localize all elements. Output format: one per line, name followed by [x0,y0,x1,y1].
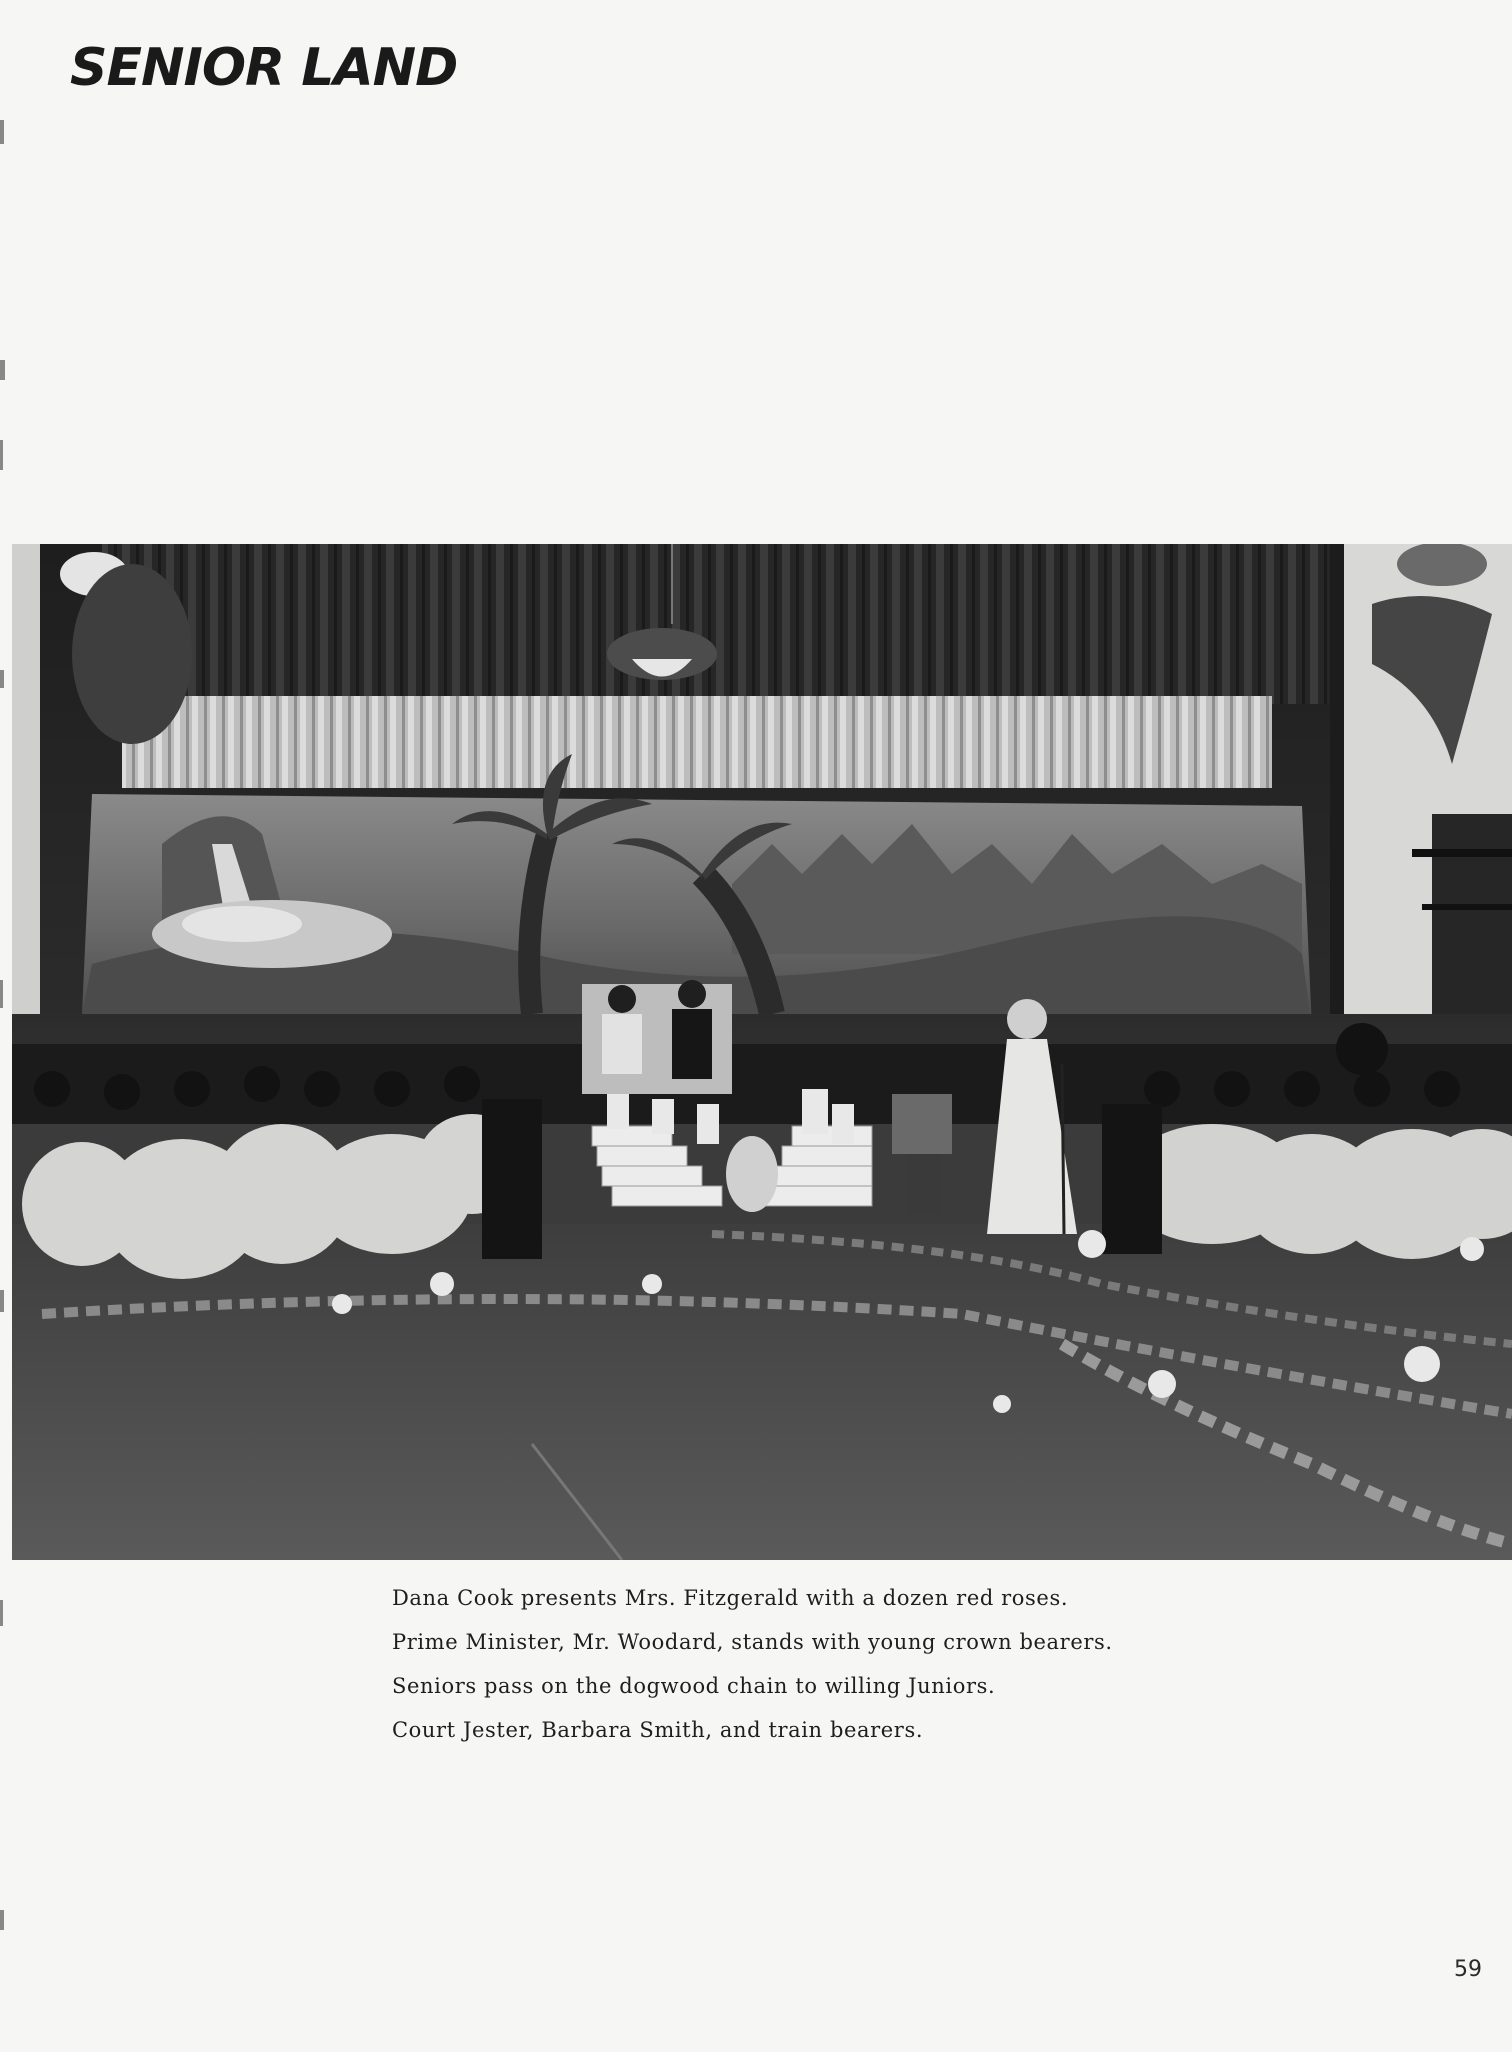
binding-edge [0,0,10,2048]
photo-captions [392,1586,1392,1762]
coronation-photo [12,544,1512,1560]
caption-line: Prime Minister, Mr. Woodard, stands with young crown bearers. [392,1630,1113,1654]
page-number: 59 [1454,1957,1482,1982]
page-title: SENIOR LAND [70,38,458,98]
caption-line: Dana Cook presents Mrs. Fitzgerald with a dozen red roses. [392,1586,1069,1610]
caption-line: Seniors pass on the dogwood chain to willing Juniors. [392,1674,996,1698]
caption-line: Court Jester, Barbara Smith, and train bearers. [392,1718,924,1742]
